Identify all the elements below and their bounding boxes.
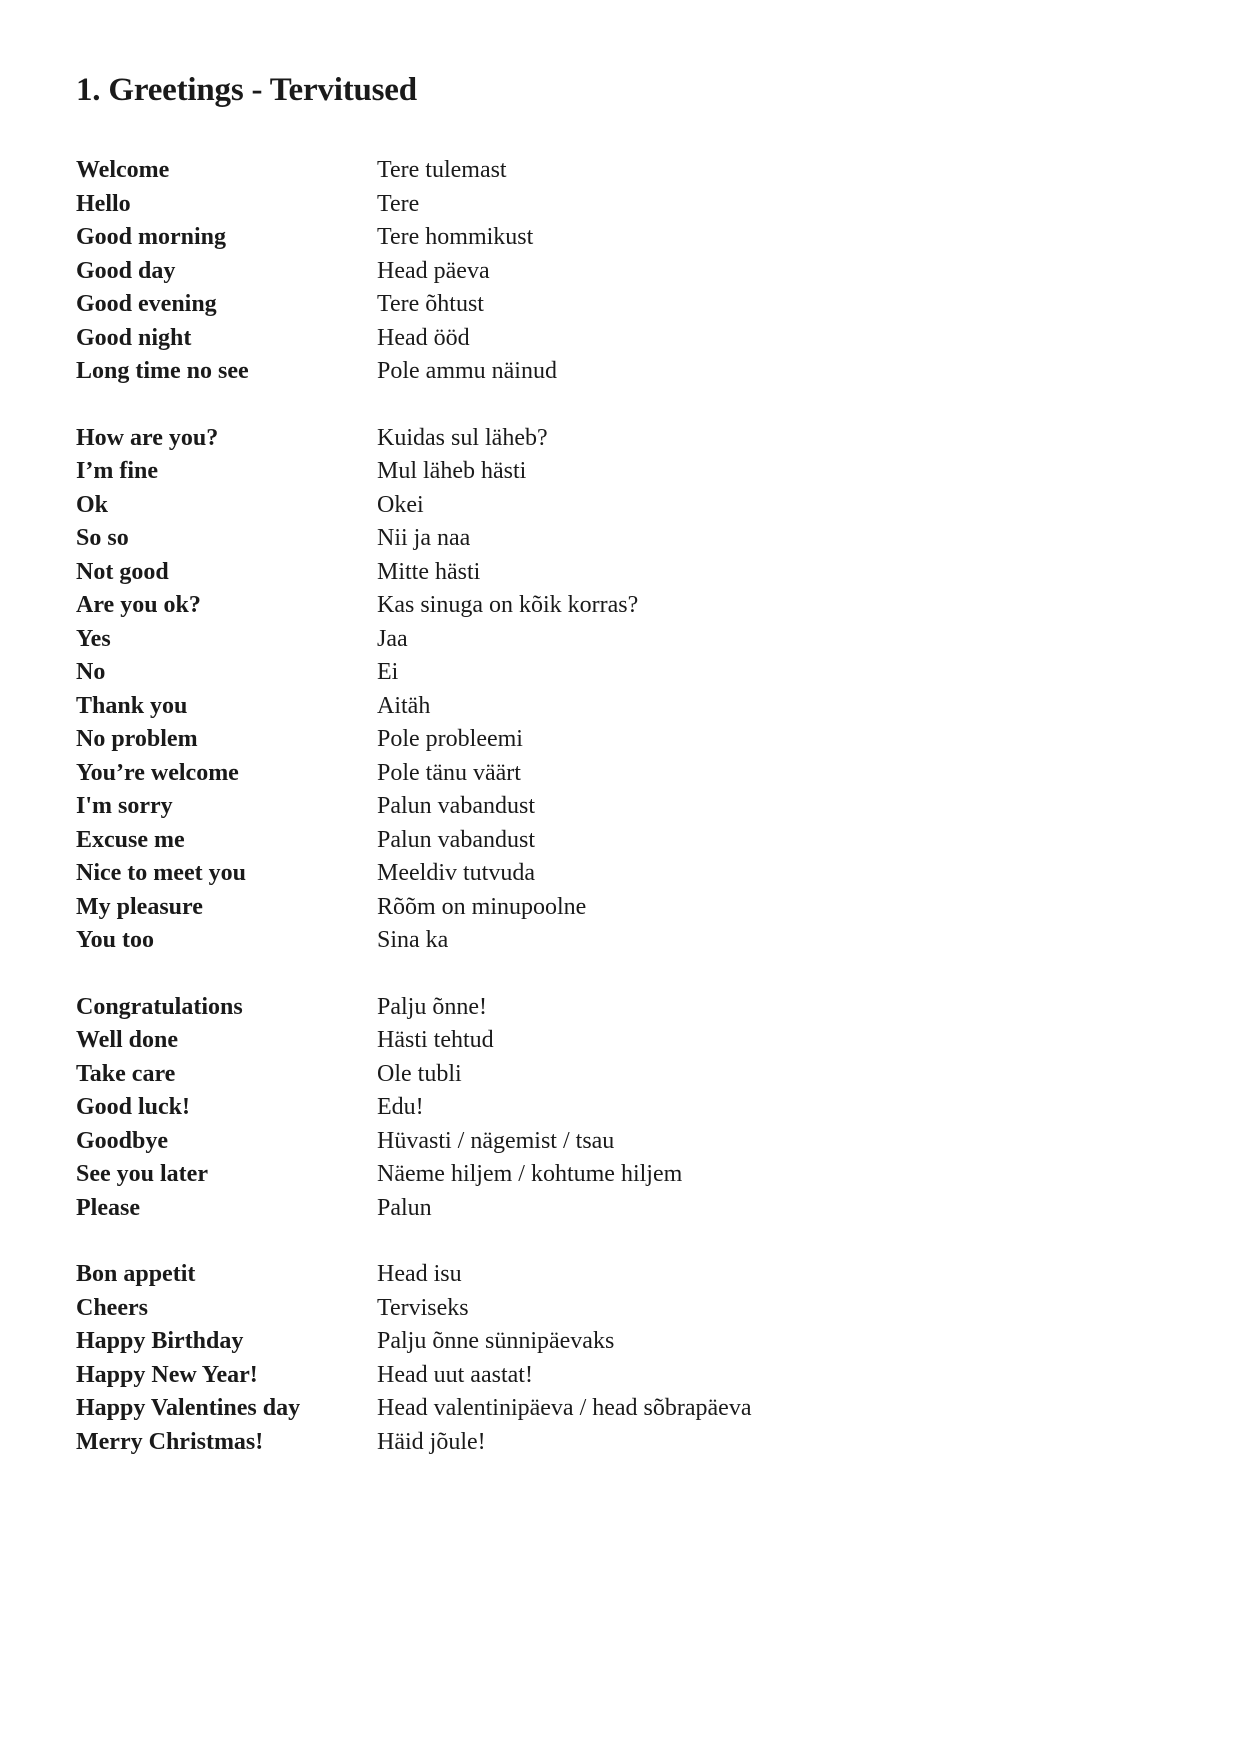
english-phrase: Good day: [76, 257, 176, 284]
english-phrase: No: [76, 659, 106, 686]
english-phrase: Excuse me: [76, 826, 185, 853]
english-phrase: Are you ok?: [76, 592, 201, 619]
english-phrase: No problem: [76, 726, 198, 753]
phrase-group: [76, 422, 1166, 958]
estonian-translation: Edu!: [377, 1094, 424, 1121]
english-phrase: Nice to meet you: [76, 860, 246, 887]
phrase-row: [76, 255, 1166, 289]
english-phrase: Take care: [76, 1060, 176, 1087]
estonian-translation: Ole tubli: [377, 1060, 462, 1087]
english-phrase: You too: [76, 927, 155, 954]
phrase-row: [76, 1359, 1166, 1393]
phrase-row: [76, 154, 1166, 188]
english-phrase: Good evening: [76, 291, 217, 318]
phrase-row: [76, 288, 1166, 322]
estonian-translation: Palun: [377, 1194, 432, 1221]
phrase-row: [76, 757, 1166, 791]
phrase-row: [76, 623, 1166, 657]
english-phrase: Good morning: [76, 224, 227, 251]
phrase-row: [76, 188, 1166, 222]
english-phrase: Congratulations: [76, 993, 243, 1020]
document-page: [76, 68, 1166, 1492]
phrase-row: [76, 991, 1166, 1025]
phrase-row: [76, 1392, 1166, 1426]
phrase-row: [76, 824, 1166, 858]
english-phrase: Thank you: [76, 692, 188, 719]
phrase-row: [76, 723, 1166, 757]
estonian-translation: Rõõm on minupoolne: [377, 893, 587, 920]
estonian-translation: Jaa: [377, 625, 408, 652]
english-phrase: Long time no see: [76, 358, 249, 385]
phrase-row: [76, 355, 1166, 389]
estonian-translation: Palju õnne sünnipäevaks: [377, 1328, 615, 1355]
phrase-group: [76, 991, 1166, 1226]
phrase-row: [76, 455, 1166, 489]
phrase-row: [76, 857, 1166, 891]
english-phrase: My pleasure: [76, 893, 203, 920]
estonian-translation: Terviseks: [377, 1294, 469, 1321]
phrase-row: [76, 924, 1166, 958]
estonian-translation: Pole ammu näinud: [377, 358, 557, 385]
english-phrase: Welcome: [76, 157, 170, 184]
estonian-translation: Ei: [377, 659, 399, 686]
estonian-translation: Tere: [377, 190, 420, 217]
estonian-translation: Pole probleemi: [377, 726, 523, 753]
english-phrase: I’m fine: [76, 458, 158, 485]
estonian-translation: Palun vabandust: [377, 793, 535, 820]
estonian-translation: Head valentinipäeva / head sõbrapäeva: [377, 1395, 752, 1422]
english-phrase: I'm sorry: [76, 793, 173, 820]
english-phrase: Ok: [76, 491, 109, 518]
estonian-translation: Kuidas sul läheb?: [377, 424, 548, 451]
phrase-row: [76, 489, 1166, 523]
phrase-row: [76, 589, 1166, 623]
phrase-group: [76, 154, 1166, 389]
english-phrase: Merry Christmas!: [76, 1428, 264, 1455]
english-phrase: How are you?: [76, 424, 219, 451]
phrase-row: [76, 1024, 1166, 1058]
phrase-row: [76, 522, 1166, 556]
estonian-translation: Tere hommikust: [377, 224, 534, 251]
phrase-row: [76, 221, 1166, 255]
estonian-translation: Kas sinuga on kõik korras?: [377, 592, 639, 619]
estonian-translation: Head päeva: [377, 257, 490, 284]
english-phrase: Happy Valentines day: [76, 1395, 301, 1422]
english-phrase: Please: [76, 1194, 140, 1221]
estonian-translation: Okei: [377, 491, 424, 518]
english-phrase: Yes: [76, 625, 111, 652]
english-phrase: Happy Birthday: [76, 1328, 244, 1355]
estonian-translation: Näeme hiljem / kohtume hiljem: [377, 1161, 683, 1188]
english-phrase: So so: [76, 525, 129, 552]
page-title: 1. Greetings - Tervitused: [76, 72, 417, 108]
phrase-row: [76, 1091, 1166, 1125]
estonian-translation: Pole tänu väärt: [377, 759, 521, 786]
estonian-translation: Tere tulemast: [377, 157, 507, 184]
english-phrase: Good luck!: [76, 1094, 191, 1121]
estonian-translation: Aitäh: [377, 692, 431, 719]
phrase-list: [76, 154, 1166, 1459]
phrase-row: [76, 556, 1166, 590]
phrase-group: [76, 1258, 1166, 1459]
english-phrase: You’re welcome: [76, 759, 239, 786]
phrase-row: [76, 690, 1166, 724]
english-phrase: See you later: [76, 1161, 208, 1188]
phrase-row: [76, 1426, 1166, 1460]
phrase-row: [76, 656, 1166, 690]
english-phrase: Good night: [76, 324, 192, 351]
phrase-row: [76, 790, 1166, 824]
english-phrase: Hello: [76, 190, 131, 217]
phrase-row: [76, 1158, 1166, 1192]
estonian-translation: Meeldiv tutvuda: [377, 860, 535, 887]
estonian-translation: Sina ka: [377, 927, 449, 954]
estonian-translation: Nii ja naa: [377, 525, 471, 552]
phrase-row: [76, 422, 1166, 456]
estonian-translation: Head isu: [377, 1261, 462, 1288]
english-phrase: Goodbye: [76, 1127, 169, 1154]
phrase-row: [76, 891, 1166, 925]
phrase-row: [76, 1058, 1166, 1092]
english-phrase: Bon appetit: [76, 1261, 196, 1288]
estonian-translation: Head ööd: [377, 324, 470, 351]
estonian-translation: Palun vabandust: [377, 826, 535, 853]
phrase-row: [76, 1292, 1166, 1326]
phrase-row: [76, 322, 1166, 356]
phrase-row: [76, 1125, 1166, 1159]
estonian-translation: Palju õnne!: [377, 993, 487, 1020]
estonian-translation: Hästi tehtud: [377, 1027, 494, 1054]
estonian-translation: Hüvasti / nägemist / tsau: [377, 1127, 615, 1154]
estonian-translation: Häid jõule!: [377, 1428, 486, 1455]
english-phrase: Happy New Year!: [76, 1361, 258, 1388]
estonian-translation: Head uut aastat!: [377, 1361, 533, 1388]
estonian-translation: Mul läheb hästi: [377, 458, 527, 485]
phrase-row: [76, 1325, 1166, 1359]
estonian-translation: Tere õhtust: [377, 291, 484, 318]
english-phrase: Cheers: [76, 1294, 148, 1321]
english-phrase: Not good: [76, 558, 169, 585]
phrase-row: [76, 1192, 1166, 1226]
phrase-row: [76, 1258, 1166, 1292]
english-phrase: Well done: [76, 1027, 179, 1054]
estonian-translation: Mitte hästi: [377, 558, 481, 585]
